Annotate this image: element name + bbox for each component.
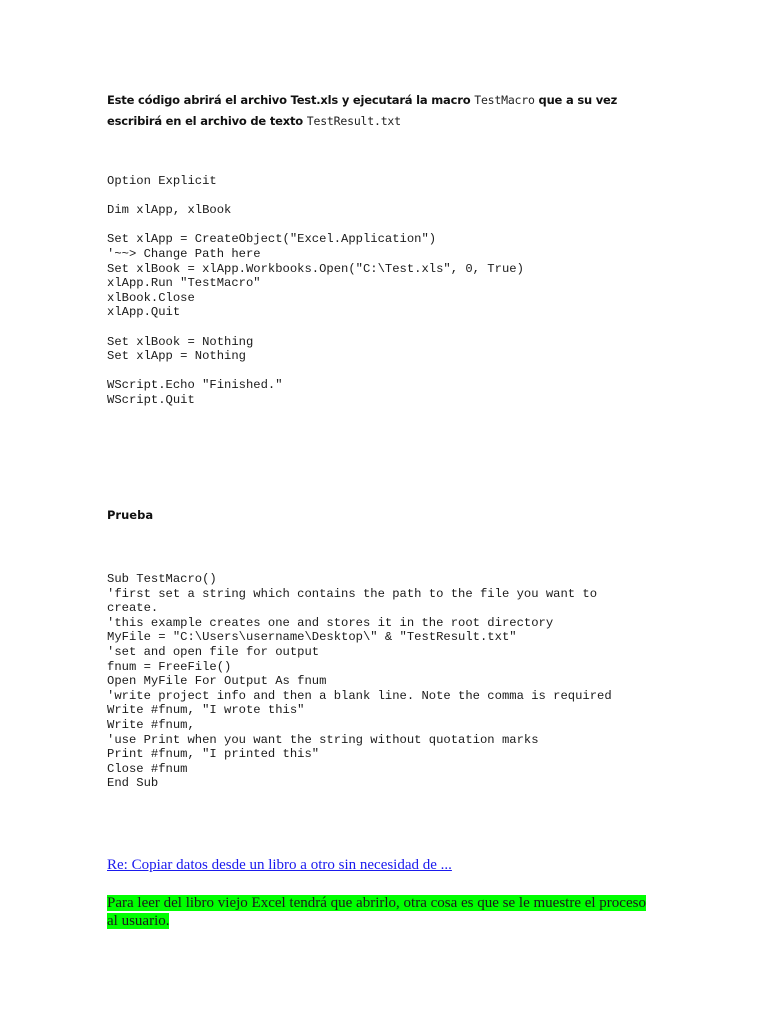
code-line: xlApp.Run "TestMacro" — [107, 276, 261, 291]
code-line — [107, 189, 524, 204]
intro-paragraph — [107, 90, 667, 132]
code-line: Set xlApp = Nothing — [107, 349, 246, 364]
code-line: 'write project info and then a blank line. Note the comma is required — [107, 688, 612, 703]
code-line — [107, 320, 524, 335]
code-line: WScript.Quit — [107, 392, 195, 407]
code-line: '~~> Change Path here — [107, 246, 261, 261]
code-line: xlApp.Quit — [107, 305, 181, 320]
code-line: Write #fnum, "I wrote this" — [107, 703, 305, 718]
intro-code-macro-name: TestMacro — [474, 93, 535, 107]
code-line: Sub TestMacro() — [107, 572, 217, 586]
code-line: 'use Print when you want the string without quotation marks — [107, 732, 539, 747]
section-heading-prueba: Prueba — [107, 508, 154, 522]
code-line — [107, 218, 524, 233]
code-line: fnum = FreeFile() — [107, 659, 232, 674]
highlighted-paragraph — [107, 894, 655, 930]
code-line: End Sub — [107, 776, 159, 791]
code-line: Write #fnum, — [107, 717, 195, 732]
code-line: 'set and open file for output — [107, 644, 320, 659]
code-line: Option Explicit — [107, 174, 217, 188]
code-line: Close #fnum — [107, 761, 188, 776]
code-line: xlBook.Close — [107, 290, 195, 305]
code-line: create. — [107, 601, 159, 616]
intro-text-2: que a su vez escribirá en el archivo de texto — [107, 93, 618, 128]
code-line: Print #fnum, "I printed this" — [107, 747, 320, 762]
code-block-vba-macro — [107, 572, 612, 791]
code-line: Set xlApp = CreateObject("Excel.Application") — [107, 232, 437, 247]
code-block-vbscript — [107, 174, 524, 408]
code-line: Open MyFile For Output As fnum — [107, 674, 327, 689]
code-line: 'this example creates one and stores it in the root directory — [107, 615, 554, 630]
intro-code-result-file: TestResult.txt — [306, 114, 401, 128]
code-line: WScript.Echo "Finished." — [107, 378, 283, 393]
code-line: Dim xlApp, xlBook — [107, 203, 232, 218]
forum-thread-link[interactable]: Re: Copiar datos desde un libro a otro sin necesidad de ... — [107, 857, 452, 873]
code-line — [107, 364, 524, 379]
code-line: MyFile = "C:\Users\username\Desktop\" & "TestResult.txt" — [107, 630, 517, 645]
intro-text-1: Este código abrirá el archivo Test.xls y ejecutará la macro — [107, 93, 475, 107]
code-line: 'first set a string which contains the path to the file you want to — [107, 586, 598, 601]
code-line: Set xlBook = Nothing — [107, 334, 254, 349]
code-line: Set xlBook = xlApp.Workbooks.Open("C:\Test.xls", 0, True) — [107, 261, 524, 276]
highlighted-text: Para leer del libro viejo Excel tendrá que abrirlo, otra cosa es que se le muestre el proceso al usuario. — [107, 895, 646, 929]
